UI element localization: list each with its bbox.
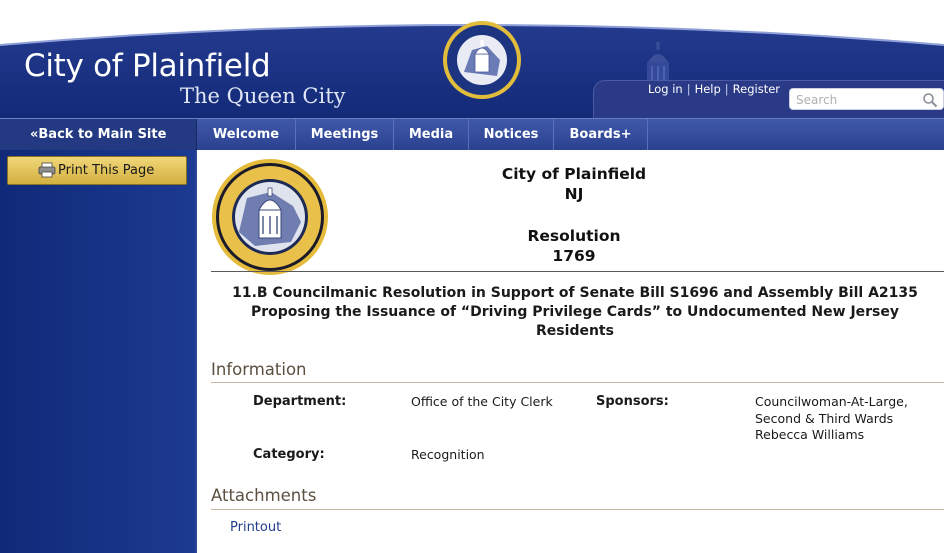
nav-item-meetings[interactable]: Meetings — [296, 119, 394, 150]
attachments-heading: Attachments — [211, 486, 317, 505]
sponsors-label: Sponsors: — [596, 394, 669, 409]
department-label: Department: — [253, 394, 347, 409]
sponsor-line: Second & Third Wards — [755, 410, 894, 426]
help-link[interactable]: Help — [694, 82, 721, 96]
login-link[interactable]: Log in — [648, 82, 683, 96]
document-type: Resolution — [527, 227, 621, 245]
city-seal-icon — [211, 158, 329, 276]
site-title[interactable]: City of Plainfield — [24, 48, 271, 84]
sponsor-line: Councilwoman-At-Large, — [755, 394, 908, 409]
nav-item-welcome[interactable]: Welcome — [197, 119, 296, 150]
document-number: 1769 — [552, 247, 596, 265]
back-to-main-site-link[interactable]: «Back to Main Site — [0, 119, 197, 150]
org-state: NJ — [564, 185, 584, 203]
divider — [211, 382, 944, 383]
divider: | — [724, 82, 729, 96]
resolution-title: 11.B Councilmanic Resolution in Support of Senate Bill S1696 and Assembly Bill A2135 Proposing the Issuance of “Driving Privilege Cards” to Undocumented New Jersey Residents — [232, 285, 918, 339]
register-link[interactable]: Register — [732, 82, 781, 96]
divider — [211, 509, 944, 510]
search-input[interactable] — [796, 91, 914, 108]
document-content — [199, 150, 944, 553]
nav-item-media[interactable]: Media — [394, 119, 469, 150]
search-icon[interactable] — [922, 92, 938, 108]
department-value: Office of the City Clerk — [411, 394, 553, 409]
org-name: City of Plainfield — [501, 165, 647, 183]
sidebar — [0, 150, 197, 553]
printer-icon — [38, 162, 56, 178]
sponsors-value — [755, 394, 908, 444]
print-page-button[interactable] — [7, 156, 187, 185]
print-page-label: Print This Page — [58, 163, 155, 178]
building-dome-icon — [642, 40, 674, 84]
attachment-link-printout[interactable]: Printout — [230, 520, 282, 535]
search-box — [789, 88, 944, 110]
account-links — [648, 82, 780, 96]
divider: | — [686, 82, 691, 96]
sponsor-line: Rebecca Williams — [755, 427, 865, 442]
divider — [211, 271, 944, 272]
nav-item-notices[interactable]: Notices — [469, 119, 554, 150]
category-label: Category: — [253, 447, 325, 462]
site-header — [0, 0, 944, 118]
site-tagline: The Queen City — [180, 84, 346, 108]
city-seal-icon — [442, 20, 522, 100]
category-value: Recognition — [411, 447, 485, 462]
information-heading: Information — [211, 360, 307, 379]
main-nav — [0, 118, 944, 150]
nav-item-boards[interactable]: Boards+ — [554, 119, 648, 150]
